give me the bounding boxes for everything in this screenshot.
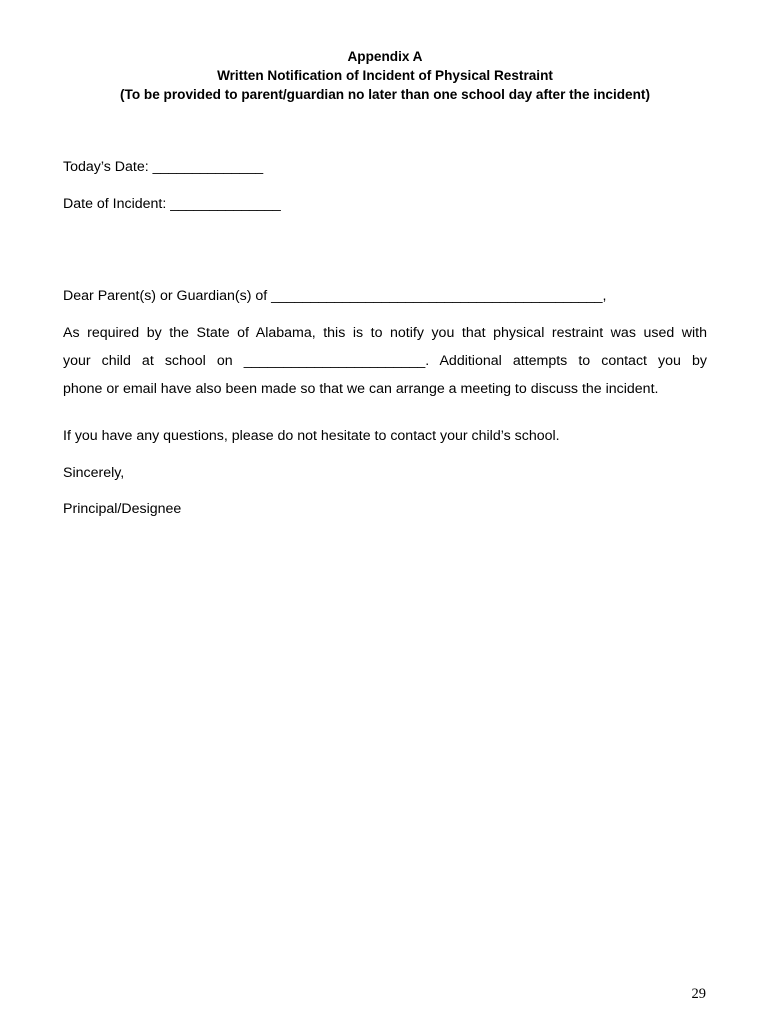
- appendix-title: Appendix A: [347, 49, 423, 64]
- paragraph-line: As required by the State of Alabama, this is to notify you that physical restraint was used with: [63, 325, 707, 341]
- letter-salutation: Dear Parent(s) or Guardian(s) of __________________________________________,: [63, 288, 607, 304]
- todays-date-field: Today’s Date: ______________: [63, 159, 264, 175]
- form-subtitle: (To be provided to parent/guardian no later than one school day after the incident): [120, 87, 650, 102]
- letter-paragraph-questions: If you have any questions, please do not hesitate to contact your child’s school.: [63, 428, 560, 444]
- letter-signature: Principal/Designee: [63, 501, 182, 517]
- page-number: 29: [691, 986, 706, 1002]
- incident-date-field: Date of Incident: ______________: [63, 196, 281, 212]
- paragraph-line: phone or email have also been made so that we can arrange a meeting to discuss the incident.: [63, 381, 659, 397]
- paragraph-line: your child at school on _______________________. Additional attempts to contact you by: [63, 353, 707, 369]
- form-title: Written Notification of Incident of Physical Restraint: [217, 68, 553, 83]
- letter-closing: Sincerely,: [63, 465, 125, 481]
